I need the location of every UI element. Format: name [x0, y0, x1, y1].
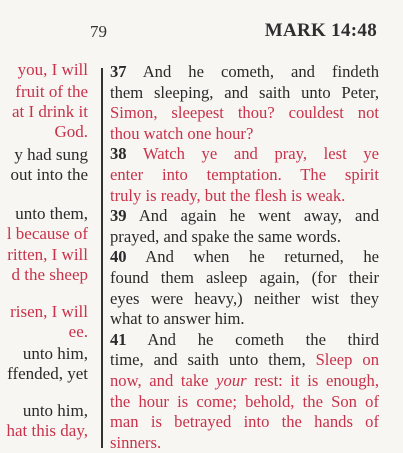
verse-line — [110, 412, 379, 432]
running-head: MARK 14:48 — [264, 20, 377, 41]
verse-text: And he cometh the third — [147, 329, 379, 349]
verse-text: truly is ready, but the flesh is weak. — [110, 185, 346, 205]
left-line: unto them, — [15, 204, 88, 223]
left-line: l because of — [6, 224, 88, 243]
verse-line — [110, 371, 379, 391]
verse-text: time, and saith unto them, — [110, 350, 316, 370]
page-number: 79 — [90, 22, 107, 41]
left-line: ritten, I will — [7, 245, 88, 264]
verse-text: thou watch one hour? — [110, 123, 254, 143]
verse-text: prayed, and spake the same words. — [110, 226, 341, 246]
left-line: ee. — [68, 322, 88, 341]
verse-line — [110, 309, 379, 329]
verse-number: 39 — [110, 206, 127, 226]
verse-text: the hour is come; behold, the Son of — [110, 391, 379, 411]
left-line: risen, I will — [10, 302, 88, 321]
verse-text: now, and take — [110, 371, 217, 390]
column-divider — [101, 68, 103, 448]
left-line: unto him, — [22, 401, 88, 420]
verse-text: them sleeping, and saith unto Peter, — [110, 82, 379, 102]
verse-text: Sleep on — [315, 350, 379, 370]
verse-line — [110, 144, 379, 164]
verse-line — [110, 206, 379, 226]
verse-text: rest: it is enough, — [246, 371, 379, 390]
left-line: unto him, — [22, 344, 88, 363]
verse-text: And he cometh, and findeth — [142, 62, 379, 81]
verse-line — [110, 227, 379, 247]
left-line: God. — [54, 122, 88, 141]
left-line: at I drink it — [11, 102, 88, 121]
verse-line — [110, 330, 379, 350]
verse-line — [110, 392, 379, 412]
left-line: d the sheep — [11, 265, 88, 284]
left-line: y had sung — [14, 145, 88, 164]
verse-number: 40 — [110, 247, 127, 267]
verse-line — [110, 247, 379, 267]
verse-text: sinners. — [110, 432, 162, 452]
verse-line — [110, 350, 379, 370]
verse-number: 38 — [110, 144, 127, 164]
verse-line — [110, 289, 379, 309]
verse-text: eyes were heavy,) neither wist they — [110, 288, 379, 308]
verse-line — [110, 433, 379, 453]
verse-line — [110, 124, 379, 144]
verse-line — [110, 83, 379, 103]
verse-line — [110, 165, 379, 185]
verse-text: found them asleep again, (for their — [110, 268, 379, 287]
verse-text: enter into temptation. The spirit — [110, 165, 379, 184]
verse-text: man is betrayed into the hands of — [110, 412, 379, 432]
verse-line — [110, 268, 379, 288]
verse-text: And when he returned, he — [145, 247, 380, 267]
verse-text: Watch ye and pray, lest ye — [142, 144, 379, 164]
left-line: hat this day, — [6, 421, 88, 440]
verse-line — [110, 103, 379, 123]
left-line: ffended, yet — [7, 364, 88, 383]
left-line: fruit of the — [15, 82, 88, 101]
left-column — [0, 60, 94, 442]
left-line: out into the — [10, 165, 88, 184]
verse-number: 37 — [110, 62, 127, 81]
verse-number: 41 — [110, 329, 127, 349]
verse-line — [110, 62, 379, 82]
verse-text: Simon, sleepest thou? couldest not — [110, 103, 379, 123]
verse-text: what to answer him. — [110, 309, 245, 329]
verse-text: your — [216, 371, 247, 390]
verse-line — [110, 186, 379, 206]
verse-text: And again he went away, and — [138, 206, 380, 226]
left-line: you, I will — [17, 60, 88, 79]
